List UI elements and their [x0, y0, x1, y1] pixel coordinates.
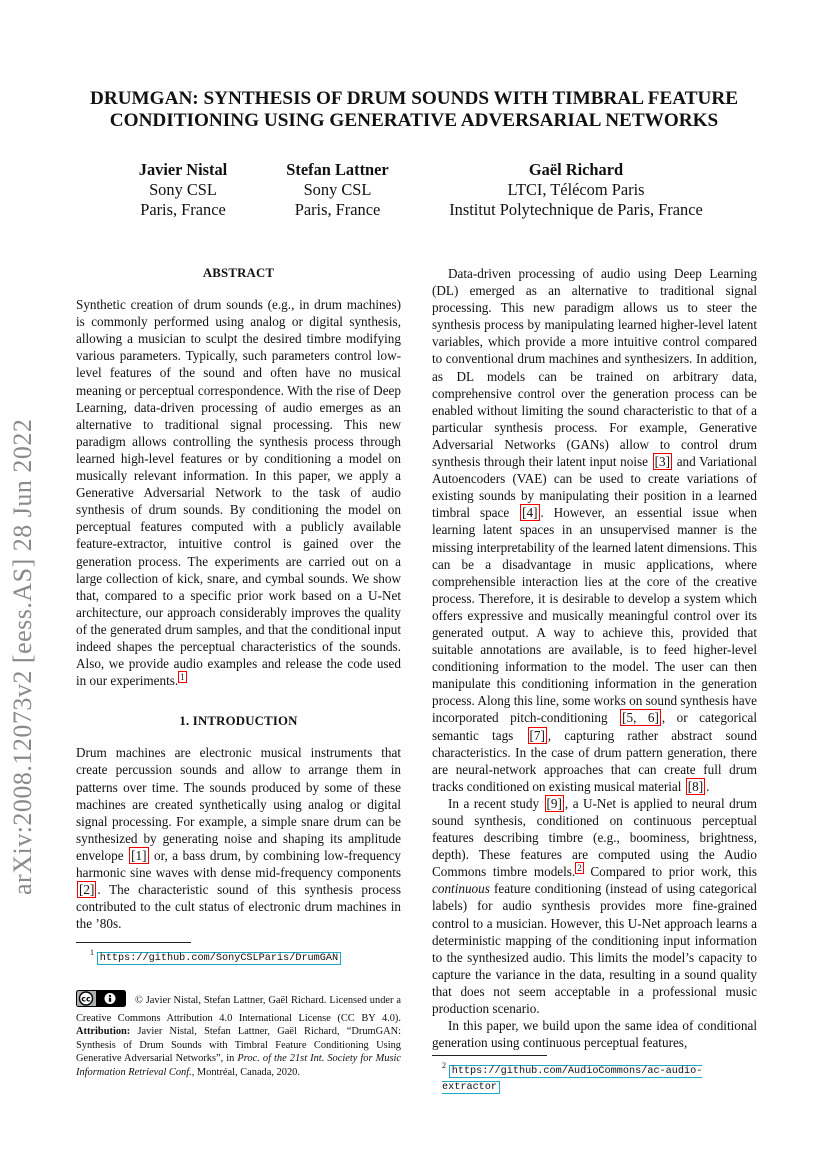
footnote-rule — [76, 942, 191, 943]
footnote-2: $^2$ https://github.com/AudioCommons/ac-audio-extractor — [442, 1061, 703, 1093]
citation-9[interactable]: [9] — [546, 795, 562, 811]
cc-by-icon — [76, 990, 126, 1012]
footnote-2-ref[interactable]: 2 — [577, 862, 582, 873]
arxiv-stamp: arXiv:2008.12073v2 [eess.AS] 28 Jun 2022 — [8, 418, 37, 895]
author-location: Institut Polytechnique de Paris, France — [449, 200, 703, 219]
intro-paragraph-4: In this paper, we build upon the same idea of conditional generation using continuous perceptual features, — [432, 1018, 757, 1051]
intro-paragraph-1: Drum machines are electronic musical instruments that create percussion sounds and allow to arrange them in patterns over time. The sounds produced by some of these machines are created synthetically using analog or digital signal processing. For example, a simple snare drum can be synthesized by generating noise and shaping its amplitude envelope [1] or, a bass drum, by combining low-frequency harmonic sine waves with dense mid-frequency components [2] . The characteristic sound of this synthesis process contributed to the cult status of electronic drum machines in the ’80s. — [76, 745, 401, 932]
right-column — [432, 265, 757, 1095]
svg-text:cc: cc — [81, 994, 91, 1004]
footnote-2-link[interactable]: https://github.com/AudioCommons/ac-audio-extractor — [442, 1065, 703, 1093]
footnote-1-link[interactable]: https://github.com/SonyCSLParis/DrumGAN — [97, 952, 341, 965]
abstract-heading: ABSTRACT — [202, 266, 275, 280]
author-name: Javier Nistal — [138, 160, 228, 179]
author-affiliation: LTCI, Télécom Paris — [507, 180, 645, 199]
author-2 — [270, 160, 405, 220]
footnote-1-ref[interactable]: 1 — [180, 671, 185, 682]
license-block: cc © Javier Nistal, Stefan Lattner, Gaël Richard. Licensed under a Creative Commons Attribution 4.0 International License (CC BY 4.0). Attribution: Javier Nistal, Stefan Lattner, Gaël Richard, “DrumGAN: Synthesis of Drum Sounds with Timbral Feature Conditioning Using Generative Adversarial Networks”, in Proc. of the 21st Int. Society for Music Information Retrieval Conf., Montréal, Canada, 2020. — [76, 990, 401, 1080]
footnote-rule — [432, 1055, 547, 1056]
citation-4[interactable]: [4] — [522, 505, 538, 521]
title-line-2: CONDITIONING USING GENERATIVE ADVERSARIAL NETWORKS — [109, 110, 719, 131]
intro-paragraph-2: Data-driven processing of audio using Deep Learning (DL) emerged as an alternative to traditional signal processing. This new paradigm allows us to steer the synthesis process by manipulating learned higher-level latent variables, which provide a more intuitive control compared to conventional drum machines and synthesizers. In addition, as DL models can be trained on arbitrary data, comprehensive control over the generation process can be enabled without limiting the sound characteristic to that of a particular synthesis process. For example, Generative Adversarial Networks (GANs) allow to control drum synthesis through their latent input noise [3] and Variational Autoencoders (VAE) can be used to create variations of existing sounds by manipulating their position in a learned timbral space [4] . However, an essential issue when learning latent spaces in an unsupervised manner is the missing interpretability of the learned latent dimensions. This can be a disadvantage in music applications, where comprehensible interaction lies at the core of the creative process. Therefore, it is desirable to develop a system which offers expressive and musically meaningful control over its generated output. A way to achieve this, provided that suitable annotations are available, is to feed higher-level conditioning information to the model. The user can then manipulate this conditioning information in the generation process. Along this line, some works on sound synthesis have incorporated pitch-conditioning [5, 6] , or categorical semantic tags [7] , capturing rather abstract sound characteristics. In the case of drum pattern generation, there are neural-network approaches that can create full drum tracks conditioned on existing musical material [8] . — [432, 266, 758, 794]
author-location: Paris, France — [294, 200, 381, 219]
left-column — [76, 265, 401, 1080]
citation-1[interactable]: [1] — [131, 847, 147, 863]
footnote-1: $^1$ https://github.com/SonyCSLParis/DrumGAN — [76, 946, 401, 966]
citation-7[interactable]: [7] — [529, 727, 545, 743]
author-location: Paris, France — [140, 200, 226, 219]
citation-5-6[interactable]: [5, 6] — [622, 710, 659, 726]
author-1 — [118, 160, 248, 220]
paper-title — [60, 88, 768, 132]
introduction-heading: 1. INTRODUCTION — [179, 714, 298, 729]
author-name: Gaël Richard — [528, 160, 624, 179]
title-line-1: DRUMGAN: SYNTHESIS OF DRUM SOUNDS WITH TIMBRAL FEATURE — [89, 88, 739, 109]
abstract-body: Synthetic creation of drum sounds (e.g., in drum machines) is commonly performed using analog or digital synthesis, allowing a musician to sculpt the desired timbre modifying various parameters. Typically, such parameters control low-level features of the sound and often have no musical meaning or perceptual correspondence. With the rise of Deep Learning, data-driven processing of audio emerges as an alternative to traditional signal processing. This new paradigm allows controlling the synthesis process through learned high-level features or by conditioning a model on musically relevant information. In this paper, we apply a Generative Adversarial Network to the task of audio synthesis of drum sounds. By conditioning the model on perceptual features computed with a publicly available feature-extractor, intuitive control is gained over the generation process. The experiments are carried out on a large collection of kick, snare, and cymbal sounds. We show that, compared to a specific prior work based on a U-Net architecture, our approach considerably improves the quality of the generated drum samples, and that the conditional input indeed shapes the perceptual characteristics of the sounds. Also, we provide audio examples and release the code used in our experiments. $^1$ — [76, 297, 401, 689]
author-affiliation: Sony CSL — [303, 180, 372, 199]
author-affiliation: Sony CSL — [149, 180, 217, 199]
author-name: Stefan Lattner — [286, 160, 389, 179]
intro-paragraph-3: In a recent study [9] , a U-Net is applied to neural drum sound synthesis, conditioned on continuous perceptual features describing timbre (e.g., boominess, brightness, depth). These features are computed using the Audio Commons timbre models. $^2$ Compared to prior work, this continuous feature conditioning (instead of using categorical labels) for audio synthesis provides more fine-grained control to a musician. However, this U-Net approach learns a deterministic mapping of the conditioning input information to the synthesized audio. This limits the model’s capacity to capture the variance in the data, resulting in a sound quality that does not seem acceptable in a professional music production scenario. — [432, 795, 758, 1017]
citation-2[interactable]: [2] — [79, 882, 95, 898]
citation-3[interactable]: [3] — [654, 454, 671, 470]
citation-8[interactable]: [8] — [687, 778, 704, 794]
author-3 — [430, 160, 722, 220]
